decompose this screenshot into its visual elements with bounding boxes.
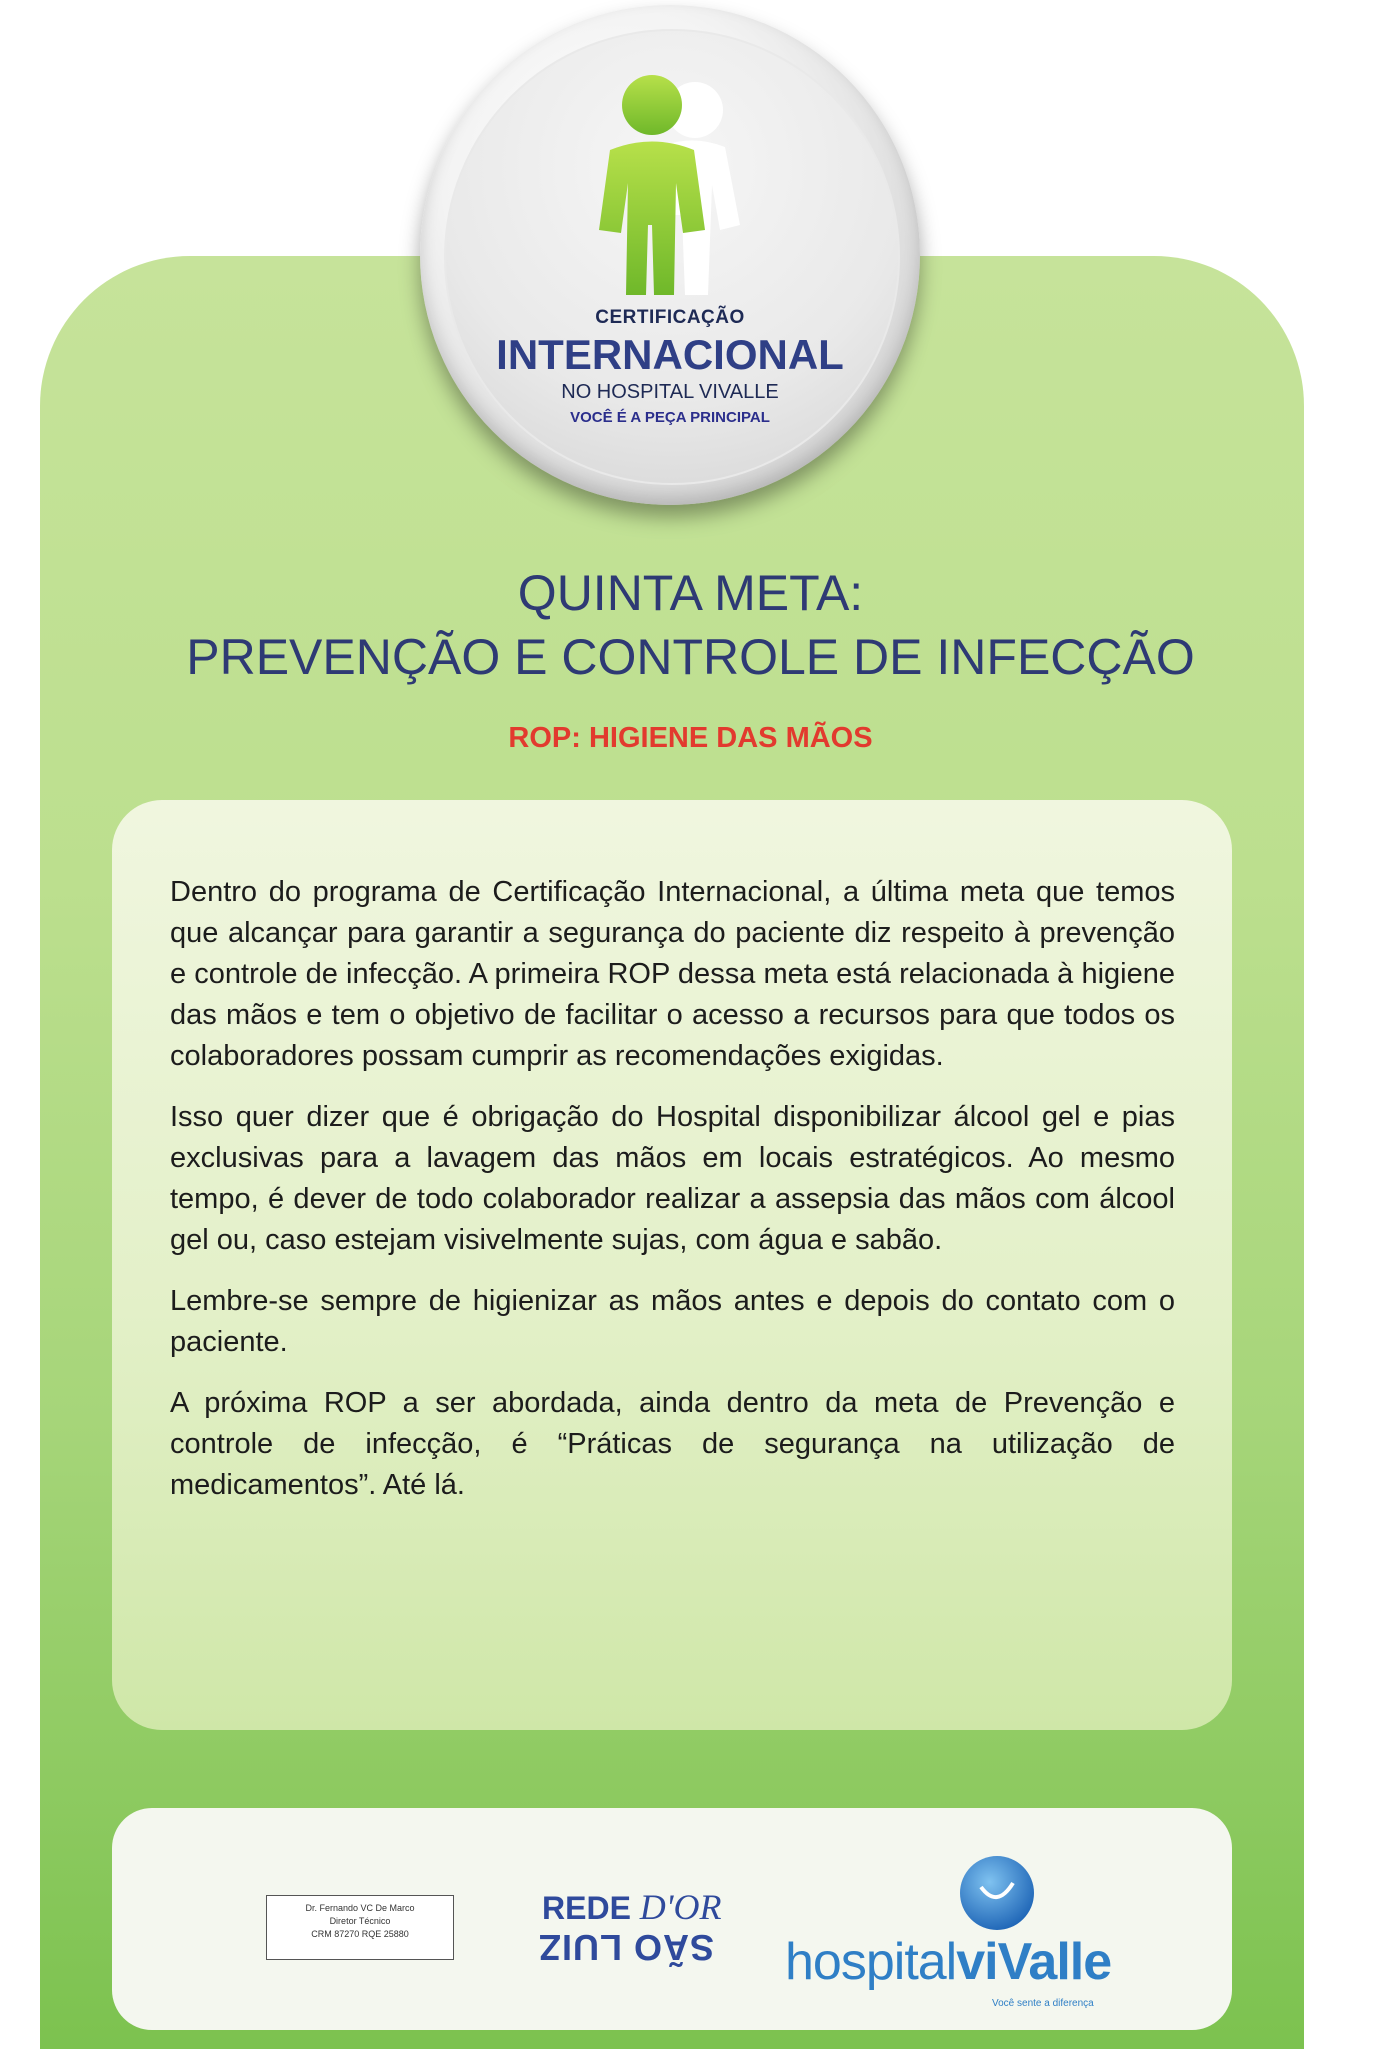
page-subtitle: ROP: HIGIENE DAS MÃOS xyxy=(508,722,873,754)
paragraph-3: Lembre-se sempre de higienizar as mãos antes e depois do contato com o paciente. xyxy=(170,1285,1175,1358)
badge-line-internacional: INTERNACIONAL xyxy=(496,331,844,378)
page-title-line2: PREVENÇÃO E CONTROLE DE INFECÇÃO xyxy=(186,629,1195,685)
vivalle-heart-icon xyxy=(957,1853,1037,1933)
badge-line-hospital: NO HOSPITAL VIVALLE xyxy=(561,381,779,403)
hospital-prefix: hospital xyxy=(785,1933,957,1991)
footer-logos xyxy=(112,1808,1232,2030)
paragraph-1: Dentro do programa de Certificação Internacional, a última meta que temos que alcançar para garantir a segurança do paciente diz respeito à prevenção e controle de infecção. A primeira ROP dessa meta está relacionada à higiene das mãos e tem o objetivo de facilitar o acesso a recursos para que todos os colaboradores possam cumprir as recomendações exigidas. xyxy=(170,876,1175,1072)
paragraph-4: A próxima ROP a ser abordada, ainda dentro da meta de Prevenção e controle de infecção, é “Práticas de segurança na utilização de medicamentos”. Até lá. xyxy=(170,1387,1175,1501)
badge-line-slogan: VOCÊ É A PEÇA PRINCIPAL xyxy=(570,409,770,426)
hospital-tagline: Você sente a diferença xyxy=(992,1998,1094,2009)
sao-luiz-logo: SÃO LUIZ xyxy=(538,1927,714,1968)
badge-line-certificacao: CERTIFICAÇÃO xyxy=(595,307,745,328)
rede-script: D'OR xyxy=(639,1887,722,1927)
certification-badge xyxy=(420,5,920,505)
signature-stamp xyxy=(266,1895,454,1960)
people-icon xyxy=(570,65,770,305)
signature-crm: CRM 87270 RQE 25880 xyxy=(311,1929,409,1939)
page-title-line1: QUINTA META: xyxy=(517,565,864,621)
paragraph-2: Isso quer dizer que é obrigação do Hospital disponibilizar álcool gel e pias exclusivas para a lavagem das mãos em locais estratégicos. Ao mesmo tempo, é dever de todo colaborador realizar a assepsia das mãos com álcool gel ou, caso estejam visivelmente sujas, com água e sabão. xyxy=(170,1101,1175,1256)
rede-dor-logo xyxy=(542,1886,721,1928)
rede-prefix: REDE xyxy=(542,1890,640,1926)
body-text xyxy=(170,872,1175,1526)
hospital-name: viValle xyxy=(956,1933,1112,1991)
hospital-vivalle-logo xyxy=(785,1932,1111,1992)
signature-role: Diretor Técnico xyxy=(329,1916,391,1926)
signature-name: Dr. Fernando VC De Marco xyxy=(305,1903,415,1913)
